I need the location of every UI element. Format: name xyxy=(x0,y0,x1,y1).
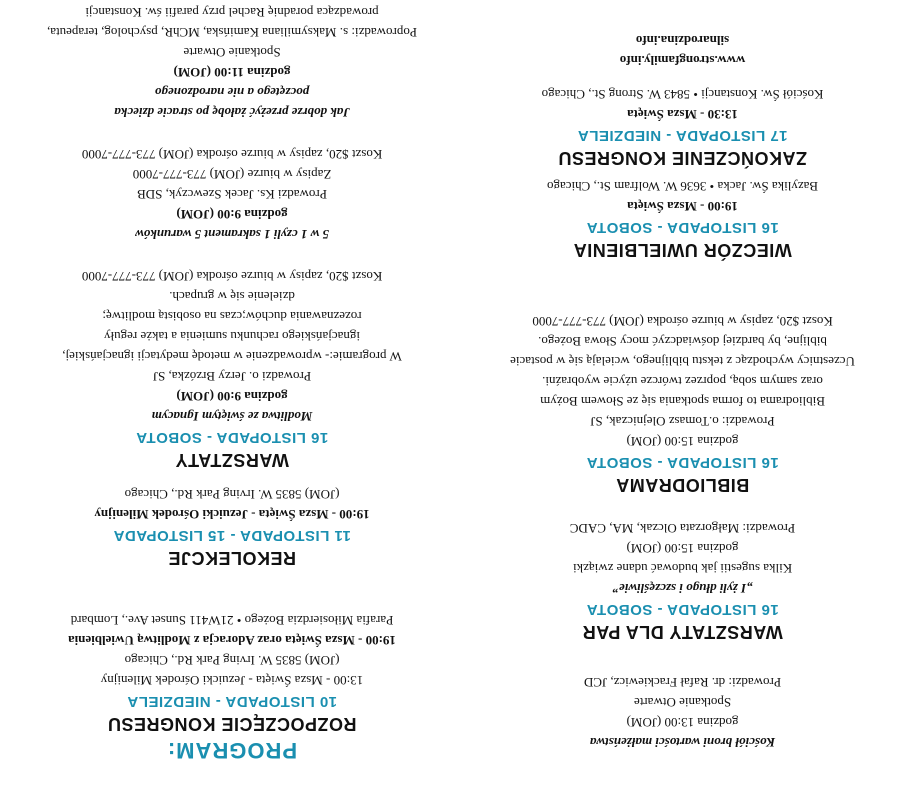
bibliodrama-block xyxy=(464,311,901,497)
bibliodrama-time: godzina 15:00 (JOM) xyxy=(626,434,739,449)
w2-signup: Zapisy w biurze (JOM) 773-777-7000 xyxy=(132,167,332,182)
program-header-block xyxy=(0,610,464,764)
w1-desc: ignacjańskiego rachunku sumienia a także reguły xyxy=(104,329,360,344)
w1-time: godzina 9:00 (JOM) xyxy=(176,389,288,404)
church-block xyxy=(464,672,901,752)
closing-time: 13:30 - Msza Święta xyxy=(627,107,738,122)
opening-title: ROZPOCZĘCIE KONGRESU xyxy=(107,714,357,734)
couples-title: WARSZTATY DLA PAR xyxy=(582,622,783,642)
retreat-line: 19:00 - Msza Święta - Jezuicki Ośrodek Milenijny xyxy=(94,507,370,522)
opening-line: Parafia Miłosierdzia Bożego • 21W411 Sunset Ave., Lombard xyxy=(70,613,394,628)
retreat-line: (JOM) 5835 W. Irving Park Rd., Chicago xyxy=(124,487,340,502)
w2-cost: Koszt $20, zapisy w biurze ośrodka (JOM) 773-777-7000 xyxy=(81,147,383,162)
couples-time: godzina 15:00 (JOM) xyxy=(626,541,739,556)
closing-place: Kościół Św. Konstancji • 5843 W. Strong St., Chicago xyxy=(541,87,824,102)
w1-desc: rozeznawania duchów;czas na osobistą modlitwę; xyxy=(102,309,362,324)
closing-date: 17 LISTOPADA - NIEDZIELA xyxy=(577,127,788,144)
w1-desc: W programie:- wprowadzenie w metodę medytacji ignacjańskiej, xyxy=(62,349,402,364)
retreat-title: REKOLEKCJE xyxy=(167,548,297,568)
w3-time: godzina 11:00 (JOM) xyxy=(173,65,291,80)
worship-time: 19:00 - Msza Święta xyxy=(627,199,738,214)
couples-block xyxy=(464,518,901,644)
couples-subtitle: „I żyli długo i szczęśliwie” xyxy=(612,581,753,596)
opening-date: 10 LISTOPADA - NIEDZIELA xyxy=(126,693,338,710)
bibliodrama-desc: Uczestnicy wychodząc z tekstu biblijnego, wcielają się w postacie xyxy=(510,354,855,369)
opening-line: (JOM) 5835 W. Irving Park Rd., Chicago xyxy=(124,653,340,668)
workshops-title: WARSZTATY xyxy=(175,450,289,470)
w1-lead: Prowadzi o. Jerzy Brzózka, SJ xyxy=(152,369,312,384)
bibliodrama-lead: Prowadzi: o.Tomasz Olejniczak, SJ xyxy=(590,414,775,429)
w3-title: Jak dobrze przeżyć żałobę po stracie dziecka xyxy=(114,105,350,120)
closing-block xyxy=(464,30,901,170)
w1-cost: Koszt $20, zapisy w biurze ośrodka (JOM) 773-777-7000 xyxy=(81,269,383,284)
worship-date: 16 LISTOPADA - SOBOTA xyxy=(586,219,779,236)
w2-time: godzina 9:00 (JOM) xyxy=(176,207,288,222)
church-lead: Prowadzi: dr. Rafał Frackiewicz, JCD xyxy=(583,675,782,690)
program-title: PROGRAM: xyxy=(166,738,298,763)
bibliodrama-desc: oraz samym sobą, poprzez twórcze użycie wyobraźni. xyxy=(542,374,823,389)
w2-title: 5 w 1 czyli 1 sakrament 5 warunków xyxy=(135,227,329,242)
church-title: Kościół broni wartości małżeństwa xyxy=(589,735,776,750)
bibliodrama-title: BIBLIODRAMA xyxy=(615,475,750,495)
w3-subtitle: poczętego a nie narodzonego xyxy=(154,85,310,100)
church-time: godzina 13:00 (JOM) xyxy=(626,715,739,730)
w1-title: Modlitwa ze świętym Ignacym xyxy=(151,409,313,424)
bibliodrama-cost: Koszt $20, zapisy w biurze ośrodka (JOM) 773-777-7000 xyxy=(532,314,833,329)
w2-lead: Prowadzi Ks. Jacek Szewczyk, SDB xyxy=(137,187,327,202)
opening-line: 13:00 - Msza Święta - Jezuicki Ośrodek Milenijny xyxy=(100,673,364,688)
opening-line: 19:00 - Msza Święta oraz Adoracja z Modlitwą Uwielbienia xyxy=(68,633,396,648)
bibliodrama-date: 16 LISTOPADA - SOBOTA xyxy=(586,454,779,471)
w1-desc: dzielenie się w grupach. xyxy=(169,289,295,304)
website-link[interactable]: silnarodzina.info xyxy=(635,33,730,48)
w3-lead: Poprowadzi: s. Maksymiliana Kamińska, MChR, psycholog, terapeuta, xyxy=(46,25,418,40)
closing-title: ZAKOŃCZENIE KONGRESU xyxy=(558,148,808,168)
worship-place: Bazylika Św. Jacka • 3636 W. Wolfram St., Chicago xyxy=(546,179,819,194)
w3-kind: Spotkanie Otwarte xyxy=(183,45,281,60)
worship-block xyxy=(464,176,901,262)
workshops-block xyxy=(0,2,464,472)
couples-lead: Prowadzi: Małgorzata Olczak, MA, CADC xyxy=(569,521,796,536)
church-kind: Spotkanie Otwarte xyxy=(633,695,732,710)
worship-title: WIECZÓR UWIELBIENIA xyxy=(573,240,792,260)
retreat-block xyxy=(0,484,464,570)
retreat-date: 11 LISTOPADA - 15 LISTOPADA xyxy=(113,527,351,544)
couples-date: 16 LISTOPADA - SOBOTA xyxy=(586,601,779,618)
bibliodrama-desc: Bibliodrama to forma spotkania się ze Słowem Bożym xyxy=(540,394,825,409)
website-link[interactable]: www.strongfamily.info xyxy=(619,53,746,68)
workshops-date: 16 LISTOPADA - SOBOTA xyxy=(135,429,329,446)
couples-line: Kilka sugestii jak budować udane związki xyxy=(572,561,793,576)
bibliodrama-desc: biblijne, by bardziej doświadczyć mocy Słowa Bożego. xyxy=(538,334,827,349)
w3-lead2: prowadząca poradnię Rachel przy parafii św. Konstancji xyxy=(85,5,379,20)
